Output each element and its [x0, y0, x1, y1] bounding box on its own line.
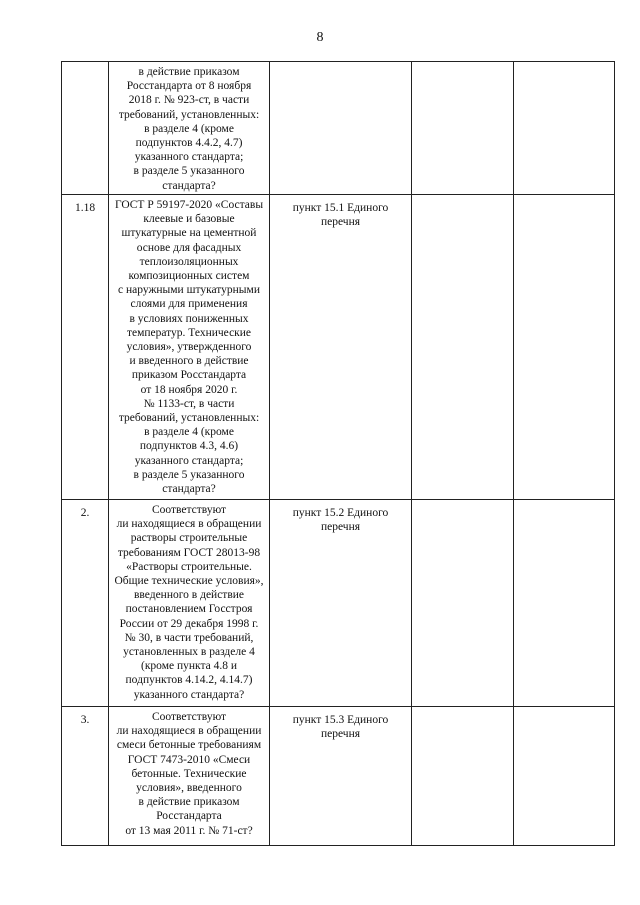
- requirement-line: № 1133-ст, в части: [143, 397, 235, 410]
- requirement-line: № 30, в части требований,: [124, 631, 254, 644]
- requirement-line: требований, установленных:: [118, 412, 260, 425]
- requirement-line: подпунктов 4.3, 4.6): [139, 440, 239, 453]
- requirement-line: с наружными штукатурными: [118, 284, 260, 297]
- requirement-text: [109, 500, 270, 707]
- requirement-line: ГОСТ Р 59197-2020 «Составы: [114, 199, 264, 211]
- reference-cell: [270, 195, 412, 500]
- requirement-text: [109, 195, 270, 500]
- requirement-line: подпунктов 4.14.2, 4.14.7): [125, 674, 253, 687]
- reference-line: перечня: [320, 521, 361, 534]
- requirement-line: от 18 ноября 2020 г.: [140, 383, 238, 396]
- requirement-line: стандарта?: [162, 483, 216, 496]
- requirement-line: в разделе 4 (кроме: [144, 122, 234, 135]
- reference-line: пункт 15.1 Единого: [292, 202, 389, 214]
- reference-line: пункт 15.3 Единого: [292, 714, 389, 726]
- empty-cell-b: [514, 195, 615, 500]
- reference-line: перечня: [320, 216, 361, 229]
- requirement-line: стандарта?: [162, 179, 216, 192]
- requirement-line: ли находящиеся в обращении: [116, 725, 262, 738]
- requirement-text: [109, 62, 270, 195]
- table-row: [62, 195, 615, 500]
- requirement-line: растворы строительные: [130, 532, 248, 545]
- empty-cell-a: [412, 62, 514, 195]
- requirement-text: [109, 707, 270, 846]
- requirement-line: в действие приказом: [138, 66, 240, 78]
- requirement-line: условия», введенного: [136, 782, 242, 795]
- requirement-line: бетонные. Технические: [131, 767, 247, 780]
- requirement-line: в разделе 5 указанного: [133, 165, 245, 178]
- requirement-line: установленных в разделе 4: [123, 646, 255, 659]
- requirement-line: в разделе 4 (кроме: [144, 426, 234, 439]
- requirement-line: указанного стандарта;: [134, 151, 244, 164]
- requirement-line: Росстандарта от 8 ноября: [126, 80, 252, 93]
- row-number: 2.: [62, 500, 109, 707]
- requirement-line: слоями для применения: [130, 298, 248, 311]
- requirement-line: условия», утвержденного: [126, 341, 252, 354]
- requirement-line: «Растворы строительные.: [126, 560, 252, 573]
- page-number: 8: [316, 30, 324, 45]
- requirement-line: ли находящиеся в обращении: [116, 518, 262, 531]
- requirement-line: в разделе 5 указанного: [133, 468, 245, 481]
- requirement-line: температур. Технические: [126, 326, 252, 339]
- requirement-line: постановлением Госстроя: [125, 603, 253, 616]
- reference-cell: [270, 500, 412, 707]
- requirement-line: клеевые и базовые: [143, 213, 235, 226]
- requirement-line: введенного в действие: [133, 589, 245, 602]
- requirement-line: (кроме пункта 4.8 и: [141, 660, 237, 673]
- reference-line: перечня: [320, 728, 361, 741]
- requirement-line: от 13 мая 2011 г. № 71-ст?: [125, 824, 253, 837]
- requirement-line: приказом Росстандарта: [131, 369, 247, 382]
- requirement-line: Общие технические условия»,: [114, 575, 264, 588]
- requirement-line: и введенного в действие: [129, 355, 249, 368]
- requirements-table: [61, 61, 615, 846]
- requirement-line: Росстандарта: [156, 810, 222, 823]
- requirement-line: 2018 г. № 923-ст, в части: [128, 94, 250, 107]
- requirement-line: в действие приказом: [138, 796, 240, 809]
- table-row: [62, 62, 615, 195]
- row-number: [62, 62, 109, 195]
- table-row: [62, 707, 615, 846]
- requirement-line: требованиям ГОСТ 28013-98: [117, 546, 261, 559]
- requirement-line: Соответствуют: [151, 504, 227, 516]
- requirement-line: указанного стандарта;: [134, 454, 244, 467]
- table-row: [62, 500, 615, 707]
- empty-cell-a: [412, 707, 514, 846]
- requirement-line: ГОСТ 7473-2010 «Смеси: [127, 753, 251, 766]
- row-number: 1.18: [62, 195, 109, 500]
- requirement-line: Соответствуют: [151, 711, 227, 723]
- empty-cell-a: [412, 500, 514, 707]
- reference-line: пункт 15.2 Единого: [292, 507, 389, 519]
- requirement-line: подпунктов 4.4.2, 4.7): [135, 137, 243, 150]
- requirement-line: основе для фасадных: [136, 241, 242, 254]
- requirement-line: требований, установленных:: [118, 108, 260, 121]
- requirement-line: теплоизоляционных: [139, 255, 239, 268]
- empty-cell-b: [514, 500, 615, 707]
- empty-cell-a: [412, 195, 514, 500]
- empty-cell-b: [514, 62, 615, 195]
- requirement-line: штукатурные на цементной: [121, 227, 257, 240]
- requirement-line: смеси бетонные требованиям: [116, 739, 262, 752]
- requirement-line: в условиях пониженных: [129, 312, 249, 325]
- reference-cell: [270, 62, 412, 195]
- row-number: 3.: [62, 707, 109, 846]
- reference-cell: [270, 707, 412, 846]
- requirement-line: России от 29 декабря 1998 г.: [119, 617, 259, 630]
- empty-cell-b: [514, 707, 615, 846]
- requirement-line: указанного стандарта?: [133, 688, 245, 701]
- requirement-line: композиционных систем: [128, 270, 250, 283]
